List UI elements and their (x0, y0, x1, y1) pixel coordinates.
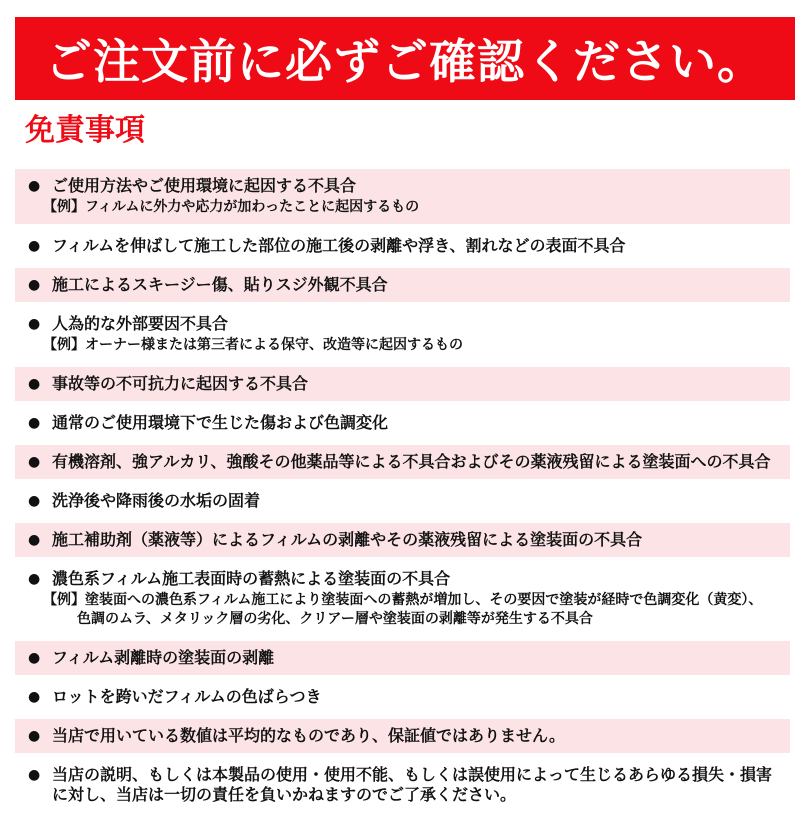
bullet-icon: ● (28, 238, 41, 254)
bullet-icon: ● (28, 650, 41, 666)
item-main-line (28, 413, 784, 433)
item-text: ご使用方法やご使用環境に起因する不具合 (52, 176, 357, 195)
item-main-line (28, 452, 784, 472)
disclaimer-item (15, 406, 790, 440)
item-note: 【例】塗装面への濃色系フィルム施工により塗装面への蓄熱が増加し、その要因で塗装が経時で色調変化（黄変）、 (43, 592, 763, 608)
banner-title: ご注文前に必ずご確認ください。 (45, 35, 765, 90)
item-text: 人為的な外部要因不具合 (52, 314, 229, 333)
item-main-line (28, 236, 784, 256)
item-text: 有機溶剤、強アルカリ、強酸その他薬品等による不具合およびその薬液残留による塗装面への不具合 (52, 452, 771, 471)
item-text: 洗浄後や降雨後の水垢の固着 (52, 491, 261, 510)
disclaimer-item (15, 719, 790, 753)
item-main-line (28, 648, 784, 668)
item-main-line (28, 569, 784, 589)
item-main-line (28, 275, 784, 295)
item-text: 濃色系フィルム施工表面時の蓄熱による塗装面の不具合 (52, 569, 451, 588)
item-main-line (28, 176, 784, 196)
disclaimer-item (15, 484, 790, 518)
bullet-icon: ● (28, 767, 41, 783)
disclaimer-item (15, 680, 790, 714)
disclaimer-heading: 免責事項 (25, 113, 145, 148)
item-note: 色調のムラ、メタリック層の劣化、クリアー層や塗装面の剥離等が発生する不具合 (77, 611, 593, 627)
bullet-icon: ● (28, 728, 41, 744)
item-text: 事故等の不可抗力に起因する不具合 (52, 374, 309, 393)
confirm-banner (15, 17, 795, 100)
item-main-line (28, 314, 784, 334)
item-text: フィルム剥離時の塗装面の剥離 (52, 648, 275, 667)
disclaimer-item (15, 758, 790, 812)
item-main-line (28, 687, 784, 707)
item-text: 施工補助剤（薬液等）によるフィルムの剥離やその薬液残留による塗装面の不具合 (52, 530, 643, 549)
disclaimer-item (15, 641, 790, 675)
bullet-icon: ● (28, 689, 41, 705)
item-main-line (28, 765, 784, 805)
disclaimer-item (15, 562, 790, 636)
item-text: 施工によるスキージー傷、貼りスジ外観不具合 (52, 275, 388, 294)
bullet-icon: ● (28, 277, 41, 293)
item-text: 当店の説明、もしくは本製品の使用・使用不能、もしくは誤使用によって生じるあらゆる損失・損害に対し、当店は一切の責任を負いかねますのでご了承ください。 (52, 765, 773, 804)
disclaimer-list (15, 169, 790, 812)
item-main-line (28, 530, 784, 550)
bullet-icon: ● (28, 532, 41, 548)
item-text: 当店で用いている数値は平均的なものであり、保証値ではありません。 (52, 726, 565, 745)
disclaimer-item (15, 523, 790, 557)
bullet-icon: ● (28, 415, 41, 431)
disclaimer-item (15, 445, 790, 479)
disclaimer-item (15, 268, 790, 302)
disclaimer-item (15, 307, 790, 362)
bullet-icon: ● (28, 316, 41, 332)
item-main-line (28, 491, 784, 511)
disclaimer-item (15, 367, 790, 401)
item-main-line (28, 726, 784, 746)
bullet-icon: ● (28, 571, 41, 587)
disclaimer-item (15, 229, 790, 263)
item-main-line (28, 374, 784, 394)
disclaimer-item (15, 169, 790, 224)
item-text: ロットを跨いだフィルムの色ばらつき (52, 687, 322, 706)
item-text: 通常のご使用環境下で生じた傷および色調変化 (52, 413, 389, 432)
item-note: 【例】オーナー様または第三者による保守、改造等に起因するもの (43, 337, 463, 353)
bullet-icon: ● (28, 376, 41, 392)
bullet-icon: ● (28, 493, 41, 509)
bullet-icon: ● (28, 178, 41, 194)
item-text: フィルムを伸ばして施工した部位の施工後の剥離や浮き、割れなどの表面不具合 (52, 236, 626, 255)
bullet-icon: ● (28, 454, 41, 470)
item-note: 【例】フィルムに外力や応力が加わったことに起因するもの (43, 199, 420, 215)
